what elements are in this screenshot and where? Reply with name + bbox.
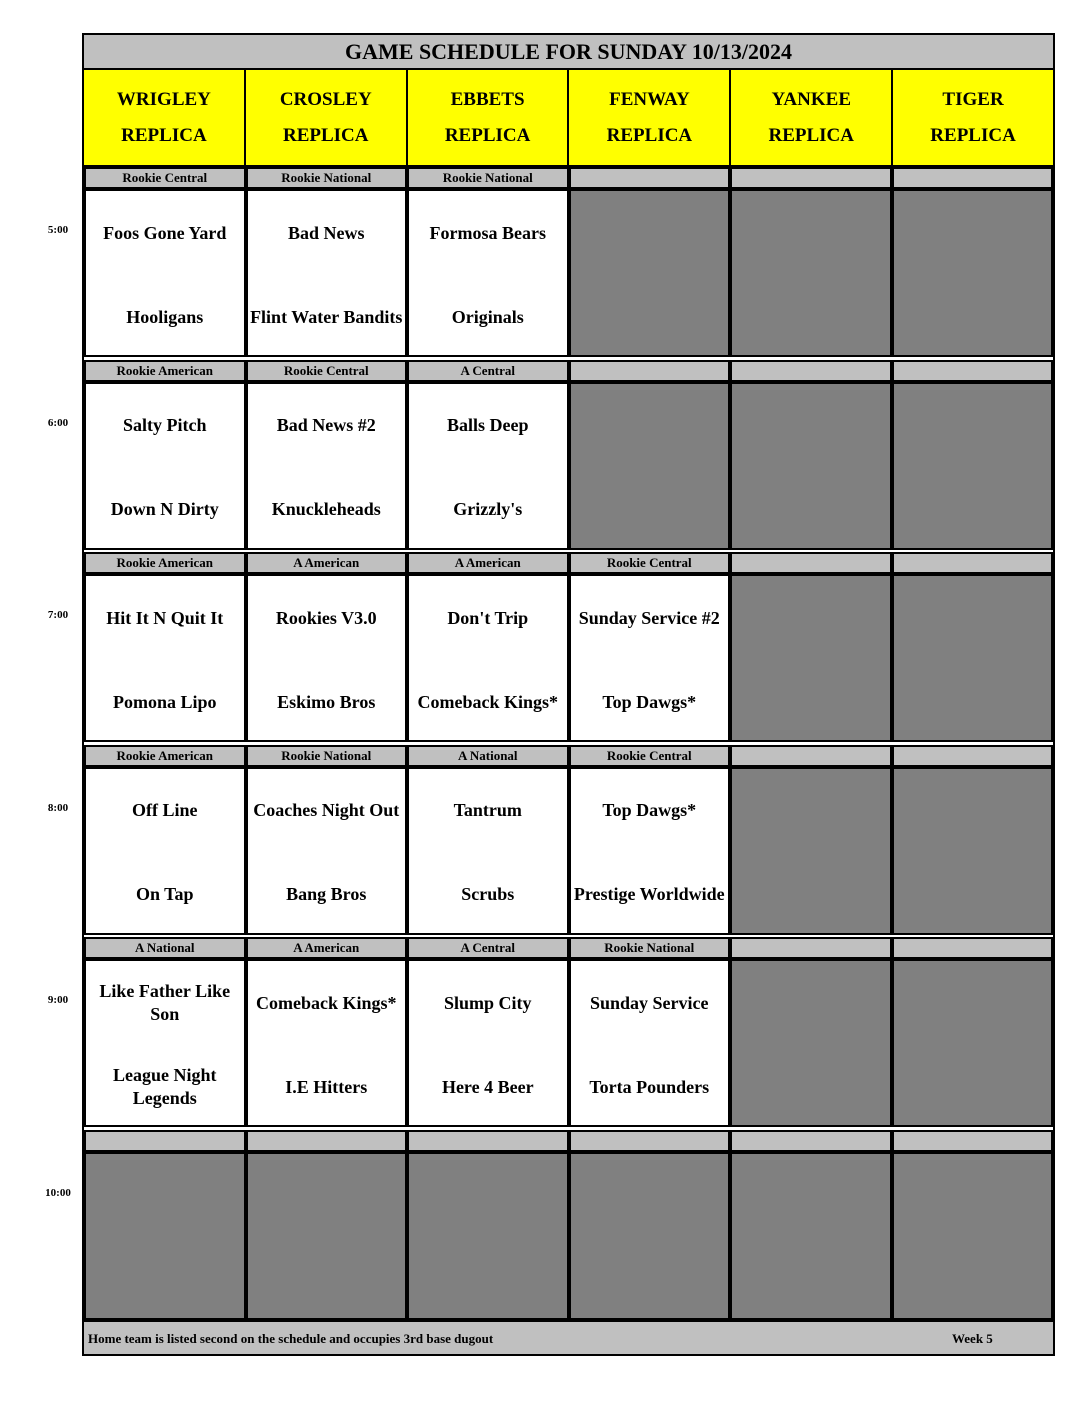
division-label xyxy=(892,1130,1054,1152)
division-label: Rookie Central xyxy=(569,552,731,574)
division-label: Rookie Central xyxy=(84,167,246,189)
division-label: A Central xyxy=(407,937,569,959)
division-label xyxy=(892,937,1054,959)
empty-slot xyxy=(569,1152,731,1320)
division-label xyxy=(569,360,731,382)
division-label: Rookie National xyxy=(569,937,731,959)
field-name: WRIGLEY xyxy=(116,88,211,110)
game-cell xyxy=(407,189,569,357)
away-team: Hit It N Quit It xyxy=(106,607,224,628)
empty-slot xyxy=(892,382,1054,550)
empty-slot xyxy=(407,1152,569,1320)
field-header xyxy=(893,70,1053,167)
division-label: Rookie National xyxy=(246,745,408,767)
division-row xyxy=(84,1130,1053,1152)
division-label xyxy=(730,1130,892,1152)
footer-bar xyxy=(84,1320,1053,1354)
empty-slot xyxy=(730,189,892,357)
home-team: Torta Pounders xyxy=(589,1076,710,1097)
away-team: Foos Gone Yard xyxy=(103,222,227,243)
empty-slot xyxy=(730,767,892,935)
game-cell xyxy=(407,959,569,1127)
week-label: Week 5 xyxy=(952,1331,993,1346)
division-label xyxy=(730,937,892,959)
game-row xyxy=(84,382,1053,550)
field-header xyxy=(731,70,893,167)
time-label: 6:00 xyxy=(47,416,69,429)
division-row xyxy=(84,745,1053,767)
away-team: Like Father Like Son xyxy=(99,981,231,1025)
away-team: Formosa Bears xyxy=(429,222,546,243)
division-label: Rookie Central xyxy=(569,745,731,767)
division-label xyxy=(892,745,1054,767)
away-team: Slump City xyxy=(443,992,532,1013)
home-team: Eskimo Bros xyxy=(277,691,376,712)
game-cell xyxy=(84,189,246,357)
game-row xyxy=(84,574,1053,742)
empty-slot xyxy=(892,959,1054,1127)
division-label: A American xyxy=(246,552,408,574)
home-team: Top Dawgs* xyxy=(602,691,697,712)
time-label: 7:00 xyxy=(47,609,69,622)
away-team: Tantrum xyxy=(453,800,522,821)
division-row xyxy=(84,167,1053,189)
game-cell xyxy=(246,382,408,550)
away-team: Coaches Night Out xyxy=(253,800,400,821)
division-label: Rookie American xyxy=(84,552,246,574)
field-subtitle: REPLICA xyxy=(930,124,1016,146)
home-team-note: Home team is listed second on the schedule and occupies 3rd base dugout xyxy=(88,1331,494,1346)
division-label: Rookie National xyxy=(246,167,408,189)
field-header xyxy=(246,70,408,167)
home-team: I.E Hitters xyxy=(285,1076,368,1097)
home-team: Grizzly's xyxy=(453,499,523,520)
division-row xyxy=(84,360,1053,382)
time-label: 5:00 xyxy=(47,224,69,236)
field-header xyxy=(84,70,246,167)
division-label xyxy=(730,167,892,189)
game-cell xyxy=(569,767,731,935)
division-label: A American xyxy=(246,937,408,959)
division-label: Rookie American xyxy=(84,360,246,382)
away-team: Bad News #2 xyxy=(276,415,376,436)
game-cell xyxy=(569,959,731,1127)
empty-slot xyxy=(730,382,892,550)
field-name: YANKEE xyxy=(771,88,851,110)
game-row xyxy=(84,959,1053,1127)
home-team: Knuckleheads xyxy=(271,499,381,520)
game-row xyxy=(84,767,1053,935)
field-name: EBBETS xyxy=(450,88,525,110)
time-label: 10:00 xyxy=(45,1187,71,1199)
home-team: Scrubs xyxy=(461,884,515,905)
field-header xyxy=(569,70,731,167)
away-team: Bad News xyxy=(287,222,365,243)
game-cell xyxy=(246,767,408,935)
empty-slot xyxy=(730,959,892,1127)
division-label xyxy=(730,745,892,767)
field-subtitle: REPLICA xyxy=(444,124,531,146)
empty-slot xyxy=(892,189,1054,357)
empty-slot xyxy=(730,1152,892,1320)
field-subtitle: REPLICA xyxy=(768,124,854,146)
division-label xyxy=(730,360,892,382)
away-team: Comeback Kings* xyxy=(255,992,397,1013)
empty-slot xyxy=(730,574,892,742)
game-cell xyxy=(407,574,569,742)
division-label: A American xyxy=(407,552,569,574)
division-label: Rookie National xyxy=(407,167,569,189)
game-cell xyxy=(246,189,408,357)
game-cell xyxy=(84,574,246,742)
schedule-title: GAME SCHEDULE FOR SUNDAY 10/13/2024 xyxy=(84,35,1053,70)
game-row xyxy=(84,1152,1053,1320)
schedule-sheet xyxy=(82,33,1055,1356)
empty-slot xyxy=(892,574,1054,742)
away-team: Off Line xyxy=(132,800,198,821)
home-team: Bang Bros xyxy=(286,884,367,905)
field-header-row xyxy=(84,70,1053,167)
game-cell xyxy=(84,959,246,1127)
field-name: TIGER xyxy=(942,88,1004,110)
home-team: Hooligans xyxy=(126,306,204,327)
division-label xyxy=(569,1130,731,1152)
home-team: Down N Dirty xyxy=(110,499,219,520)
away-team: Salty Pitch xyxy=(123,415,207,436)
division-label: A National xyxy=(407,745,569,767)
game-cell xyxy=(246,574,408,742)
away-team: Don't Trip xyxy=(447,607,529,628)
home-team: League Night Legends xyxy=(113,1065,217,1109)
division-label xyxy=(892,360,1054,382)
division-label: Rookie American xyxy=(84,745,246,767)
field-name: FENWAY xyxy=(609,88,690,110)
home-team: Pomona Lipo xyxy=(112,691,217,712)
away-team: Sunday Service xyxy=(589,992,709,1013)
field-subtitle: REPLICA xyxy=(121,124,207,146)
game-cell xyxy=(407,382,569,550)
division-label: A National xyxy=(84,937,246,959)
field-header xyxy=(408,70,570,167)
home-team: On Tap xyxy=(135,884,194,905)
home-team: Flint Water Bandits xyxy=(250,306,403,327)
division-label xyxy=(892,167,1054,189)
away-team: Top Dawgs* xyxy=(602,800,697,821)
home-team: Prestige Worldwide xyxy=(573,884,725,905)
away-team: Sunday Service #2 xyxy=(578,607,720,628)
home-team: Here 4 Beer xyxy=(441,1076,534,1097)
time-label: 8:00 xyxy=(47,801,69,814)
field-subtitle: REPLICA xyxy=(606,124,693,146)
empty-slot xyxy=(569,382,731,550)
field-name: CROSLEY xyxy=(279,88,372,110)
game-cell xyxy=(84,767,246,935)
empty-slot xyxy=(892,1152,1054,1320)
division-label xyxy=(892,552,1054,574)
game-cell xyxy=(569,574,731,742)
empty-slot xyxy=(569,189,731,357)
field-subtitle: REPLICA xyxy=(282,124,369,146)
division-label xyxy=(246,1130,408,1152)
home-team: Originals xyxy=(451,306,524,327)
division-label xyxy=(407,1130,569,1152)
division-label xyxy=(569,167,731,189)
home-team: Comeback Kings* xyxy=(417,691,558,712)
empty-slot xyxy=(892,767,1054,935)
division-label: Rookie Central xyxy=(246,360,408,382)
game-cell xyxy=(84,382,246,550)
division-row xyxy=(84,937,1053,959)
empty-slot xyxy=(246,1152,408,1320)
empty-slot xyxy=(84,1152,246,1320)
division-label: A Central xyxy=(407,360,569,382)
game-cell xyxy=(407,767,569,935)
division-label xyxy=(84,1130,246,1152)
time-label: 9:00 xyxy=(47,994,69,1007)
division-row xyxy=(84,552,1053,574)
away-team: Balls Deep xyxy=(446,415,529,436)
division-label xyxy=(730,552,892,574)
away-team: Rookies V3.0 xyxy=(275,607,377,628)
game-row xyxy=(84,189,1053,357)
game-cell xyxy=(246,959,408,1127)
